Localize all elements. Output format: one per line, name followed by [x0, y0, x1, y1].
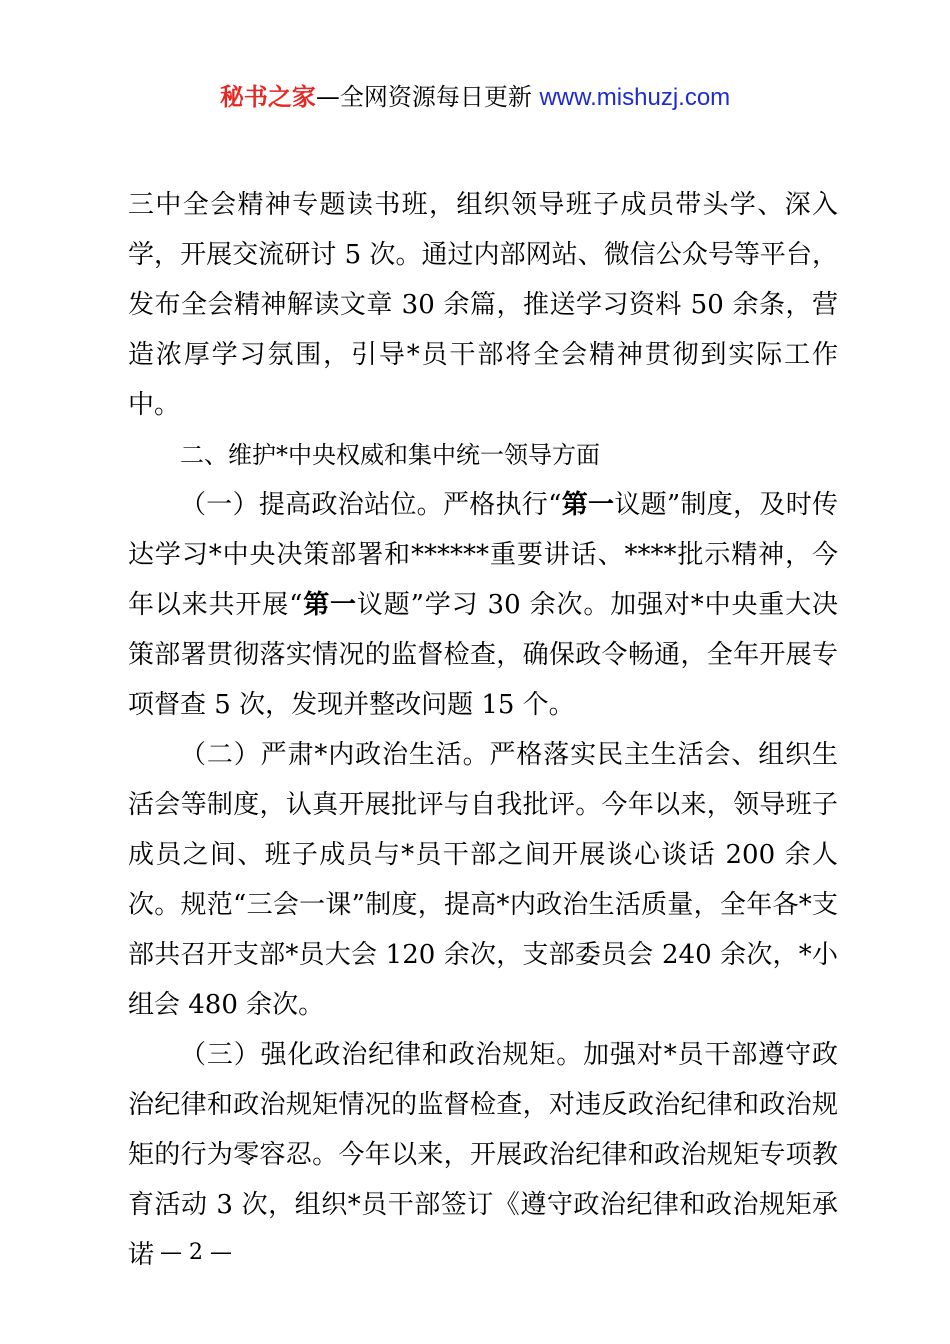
section-1-bold-b: 第一 [302, 590, 357, 620]
section-heading-2: 二、维护*中央权威和集中统一领导方面 [180, 441, 600, 469]
section-1-bold-a: 第一 [561, 490, 615, 520]
site-url-link[interactable]: www.mishuzj.com [539, 84, 731, 111]
section-1-text-b: 议题”制度，及时传达学习*中央决策部署和******重要讲话、****批示精神，今年以来共开展“ [128, 490, 838, 620]
paragraph-section-2: （二）严肃*内政治生活。严格落实民主生活会、组织生活会等制度，认真开展批评与自我批评。今年以来，领导班子成员之间、班子成员与*员干部之间开展谈心谈话 200 余人次。规范“三会一课”制度，提高*内政治生活质量，全年各*支部共召开支部*员大会 120 余次，支部委员会 240 余次，*小组会 480 余次。 [128, 740, 838, 1020]
header-tagline: —全网资源每日更新 [315, 83, 540, 111]
paragraph-section-3: （三）强化政治纪律和政治规矩。加强对*员干部遵守政治纪律和政治规矩情况的监督检查，对违反政治纪律和政治规矩的行为零容忍。今年以来，开展政治纪律和政治规矩专项教育活动 3 次，组织*员干部签订《遵守政治纪律和政治规矩承诺 [128, 1040, 838, 1270]
paragraph-continued: 三中全会精神专题读书班，组织领导班子成员带头学、深入学，开展交流研讨 5 次。通过内部网站、微信公众号等平台，发布全会精神解读文章 30 余篇，推送学习资料 50 余条，营造浓厚学习氛围，引导*员干部将全会精神贯彻到实际工作中。 [128, 190, 838, 420]
document-body [128, 180, 838, 1280]
page-number: — 2 — [160, 1240, 232, 1265]
section-1-text-a: （一）提高政治站位。严格执行“ [180, 490, 562, 520]
section-1-text-c: 议题”学习 30 余次。加强对*中央重大决策部署贯彻落实情况的监督检查，确保政令畅通，全年开展专项督查 5 次，发现并整改问题 15 个。 [128, 590, 838, 720]
site-header [0, 80, 950, 115]
paragraph-section-1 [128, 480, 838, 730]
brand-name: 秘书之家 [219, 83, 316, 111]
